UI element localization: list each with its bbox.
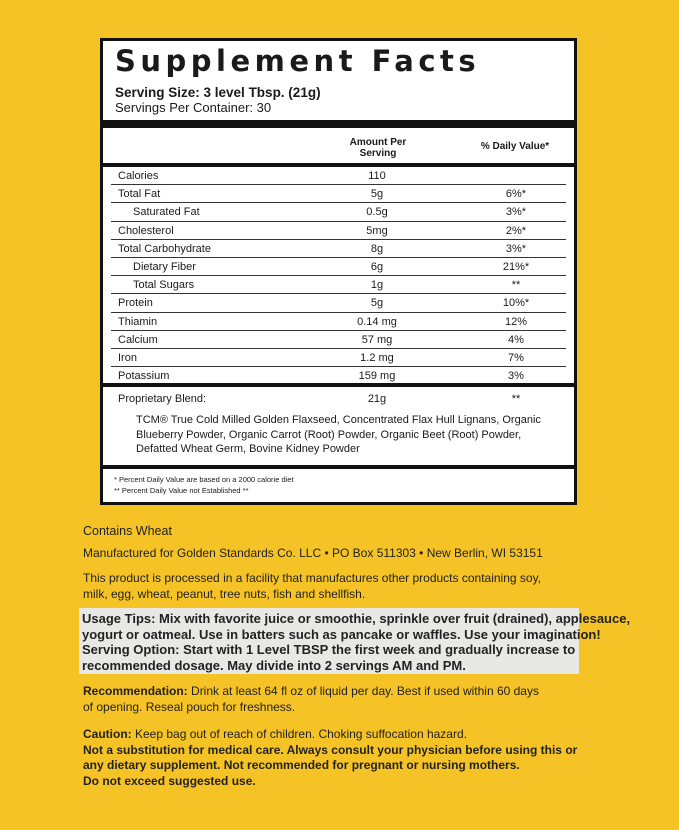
usage-tips [79, 608, 631, 674]
nutrient-name: Dietary Fiber [133, 260, 196, 273]
caution-dosage: Do not exceed suggested use. [83, 773, 256, 788]
nutrient-dv: 3%* [505, 206, 527, 219]
caution-text: Keep bag out of reach of children. Choking suffocation hazard. [131, 727, 467, 741]
blend-row [111, 387, 566, 407]
serving-option-line: Serving Option: Start with 1 Level TBSP the first week and gradually increase to [82, 642, 576, 657]
nutrient-name: Thiamin [118, 315, 158, 328]
recommendation-label: Recommendation: [83, 684, 188, 698]
nutrient-amount: 1g [370, 279, 384, 292]
table-row [111, 203, 566, 221]
blend-ingredients: TCM® True Cold Milled Golden Flaxseed, Concentrated Flax Hull Lignans, Organic Blueberry Powder, Organic Carrot (Root) Powder, Organic Beet (Root) Powder, Defatted Wheat Germ, Bovine Kidney Powder [136, 414, 541, 455]
footnotes [114, 474, 294, 496]
amount-header-line2: Serving [359, 148, 397, 159]
nutrient-name: Protein [118, 297, 153, 310]
nutrient-name: Potassium [118, 370, 170, 383]
table-row [111, 349, 566, 367]
nutrient-amount: 5mg [366, 224, 388, 237]
footnote-2: ** Percent Daily Value not Established ** [114, 486, 249, 495]
caution [83, 727, 583, 789]
nutrient-amount: 110 [368, 170, 386, 182]
contains-allergen: Contains Wheat [83, 524, 172, 538]
nutrient-name: Iron [118, 351, 137, 364]
manufacturer-info: Manufactured for Golden Standards Co. LLC • PO Box 511303 • New Berlin, WI 53151 [83, 546, 543, 560]
nutrient-table [111, 167, 566, 385]
nutrient-dv: 2%* [505, 224, 527, 237]
nutrient-name: Saturated Fat [133, 206, 200, 219]
panel-title: Supplement Facts [115, 44, 481, 78]
nutrient-dv: 10%* [502, 297, 530, 310]
recommendation-text: Drink at least 64 fl oz of liquid per day. Best if used within 60 days of opening. Reseal pouch for freshness. [83, 684, 539, 714]
usage-tips-line: Usage Tips: Mix with favorite juice or smoothie, sprinkle over fruit (drained), applesauce, [82, 611, 631, 626]
nutrient-dv: 12% [504, 315, 528, 328]
proprietary-blend [111, 387, 566, 465]
nutrient-amount: 8g [370, 242, 384, 255]
table-row [111, 313, 566, 331]
nutrient-name: Cholesterol [118, 224, 174, 237]
table-row [111, 167, 566, 185]
recommendation [83, 684, 543, 715]
serving-option-line: recommended dosage. May divide into 2 servings AM and PM. [82, 657, 466, 673]
daily-value-header: % Daily Value* [480, 141, 550, 152]
serving-size: Serving Size: 3 level Tbsp. (21g) [115, 85, 321, 100]
caution-medical: Not a substitution for medical care. Always consult your physician before using this or any dietary supplement. Not recommended for pregnant or nursing mothers. [83, 742, 578, 772]
nutrient-dv: ** [511, 279, 521, 292]
amount-header [328, 137, 428, 159]
nutrient-amount: 5g [370, 188, 384, 201]
table-row [111, 222, 566, 240]
nutrient-dv: 3% [508, 370, 524, 383]
nutrient-name: Calories [118, 170, 159, 182]
nutrient-dv: 3%* [505, 242, 527, 255]
blend-dv: ** [511, 393, 521, 405]
nutrient-amount: 6g [370, 260, 384, 273]
nutrient-amount: 1.2 mg [360, 351, 394, 364]
nutrient-dv: 4% [508, 333, 524, 346]
nutrient-dv: 7% [508, 351, 524, 364]
nutrient-name: Total Sugars [133, 279, 195, 292]
table-row [111, 185, 566, 203]
facility-notice: This product is processed in a facility that manufactures other products containing soy, milk, egg, wheat, peanut, tree nuts, fish and shellfish. [83, 571, 542, 601]
blend-name: Proprietary Blend: [118, 393, 207, 405]
nutrient-amount: 5g [370, 297, 384, 310]
caution-label: Caution: [83, 727, 132, 741]
table-row [111, 240, 566, 258]
divider-thick [103, 120, 574, 128]
nutrient-name: Total Carbohydrate [118, 242, 211, 255]
nutrient-amount: 0.5g [366, 206, 388, 219]
nutrient-amount: 159 mg [358, 370, 396, 383]
servings-per-container: Servings Per Container: 30 [115, 100, 272, 115]
blend-amount: 21g [367, 393, 387, 405]
nutrient-name: Total Fat [118, 188, 161, 201]
table-row [111, 331, 566, 349]
table-row [111, 276, 566, 294]
column-header [103, 137, 574, 163]
nutrient-name: Calcium [118, 333, 158, 346]
amount-header-line1: Amount Per [349, 137, 407, 148]
table-row [111, 258, 566, 276]
table-row [111, 294, 566, 312]
usage-tips-line: yogurt or oatmeal. Use in batters such as pancake or waffles. Use your imagination! [82, 626, 601, 642]
nutrient-dv: 21%* [502, 260, 530, 273]
supplement-facts-panel [100, 38, 577, 505]
footnote-1: * Percent Daily Value are based on a 2000 calorie diet [114, 475, 294, 484]
nutrient-amount: 57 mg [361, 333, 393, 346]
nutrient-dv: 6%* [505, 188, 527, 201]
nutrient-amount: 0.14 mg [357, 315, 397, 328]
divider-footnote [103, 465, 574, 469]
